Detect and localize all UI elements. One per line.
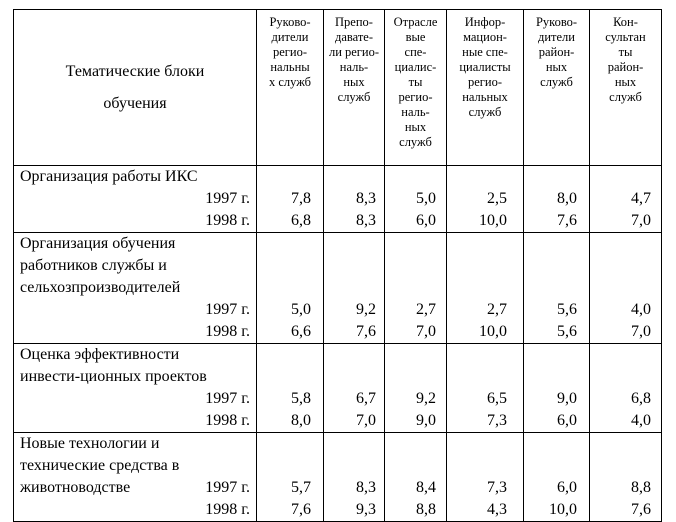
header-col-district-heads: Руково- дители район- ных служб <box>524 10 590 166</box>
value-cell: 2,5 10,0 <box>447 166 524 233</box>
year-label: 1998 г. <box>205 501 250 518</box>
value-cell: 2,7 7,0 <box>385 233 447 344</box>
block-row-new-technologies <box>14 433 662 522</box>
block-label <box>14 233 257 344</box>
header-col-regional-specialists: Отрасле вые спе- циалис- ты регио- наль- ных служб <box>385 10 447 166</box>
block-label <box>14 166 257 233</box>
block-label <box>14 433 257 522</box>
year-label: 1998 г. <box>205 412 250 429</box>
header-row <box>14 10 662 166</box>
value-cell: 7,3 4,3 <box>447 433 524 522</box>
value-cell: 8,3 9,3 <box>324 433 385 522</box>
header-col-district-consultants: Кон- сультан ты район- ных служб <box>590 10 662 166</box>
block-row-investment-evaluation <box>14 344 662 433</box>
year-label: 1997 г. <box>205 479 250 496</box>
block-title: Организация работы ИКС <box>20 168 198 185</box>
block-row-ics-organization <box>14 166 662 233</box>
value-cell: 5,0 6,6 <box>257 233 324 344</box>
block-title: Организация обучения работников службы и сельхозпроизводителей <box>20 235 181 296</box>
year-label: 1997 г. <box>205 301 250 318</box>
year-label: 1997 г. <box>205 390 250 407</box>
value-cell: 6,5 7,3 <box>447 344 524 433</box>
value-cell: 4,7 7,0 <box>590 166 662 233</box>
value-cell: 6,8 4,0 <box>590 344 662 433</box>
value-cell: 8,8 7,6 <box>590 433 662 522</box>
value-cell: 9,0 6,0 <box>524 344 590 433</box>
year-label: 1998 г. <box>205 212 250 229</box>
value-cell: 8,3 8,3 <box>324 166 385 233</box>
block-title: Новые технологии и технические средства в животноводстве <box>20 435 180 496</box>
training-table <box>13 9 662 522</box>
value-cell: 6,0 10,0 <box>524 433 590 522</box>
value-cell: 7,8 6,8 <box>257 166 324 233</box>
value-cell: 9,2 9,0 <box>385 344 447 433</box>
value-cell: 5,7 7,6 <box>257 433 324 522</box>
header-col-regional-teachers: Препо- давате- ли регио- наль- ных служб <box>324 10 385 166</box>
block-label <box>14 344 257 433</box>
block-row-training-organization <box>14 233 662 344</box>
value-cell: 5,8 8,0 <box>257 344 324 433</box>
value-cell: 8,4 8,8 <box>385 433 447 522</box>
value-cell: 4,0 7,0 <box>590 233 662 344</box>
header-col-regional-heads: Руково- дители регио- нальны х служб <box>257 10 324 166</box>
block-title: Оценка эффективности инвести-ционных проектов <box>20 346 207 385</box>
header-col-regional-info-specialists: Инфор- мацион- ные спе- циалисты регио- нальных служб <box>447 10 524 166</box>
value-cell: 9,2 7,6 <box>324 233 385 344</box>
value-cell: 8,0 7,6 <box>524 166 590 233</box>
year-label: 1997 г. <box>205 190 250 207</box>
value-cell: 5,0 6,0 <box>385 166 447 233</box>
value-cell: 2,7 10,0 <box>447 233 524 344</box>
value-cell: 6,7 7,0 <box>324 344 385 433</box>
year-label: 1998 г. <box>205 323 250 340</box>
header-topic: Тематические блоки обучения <box>14 10 257 166</box>
value-cell: 5,6 5,6 <box>524 233 590 344</box>
